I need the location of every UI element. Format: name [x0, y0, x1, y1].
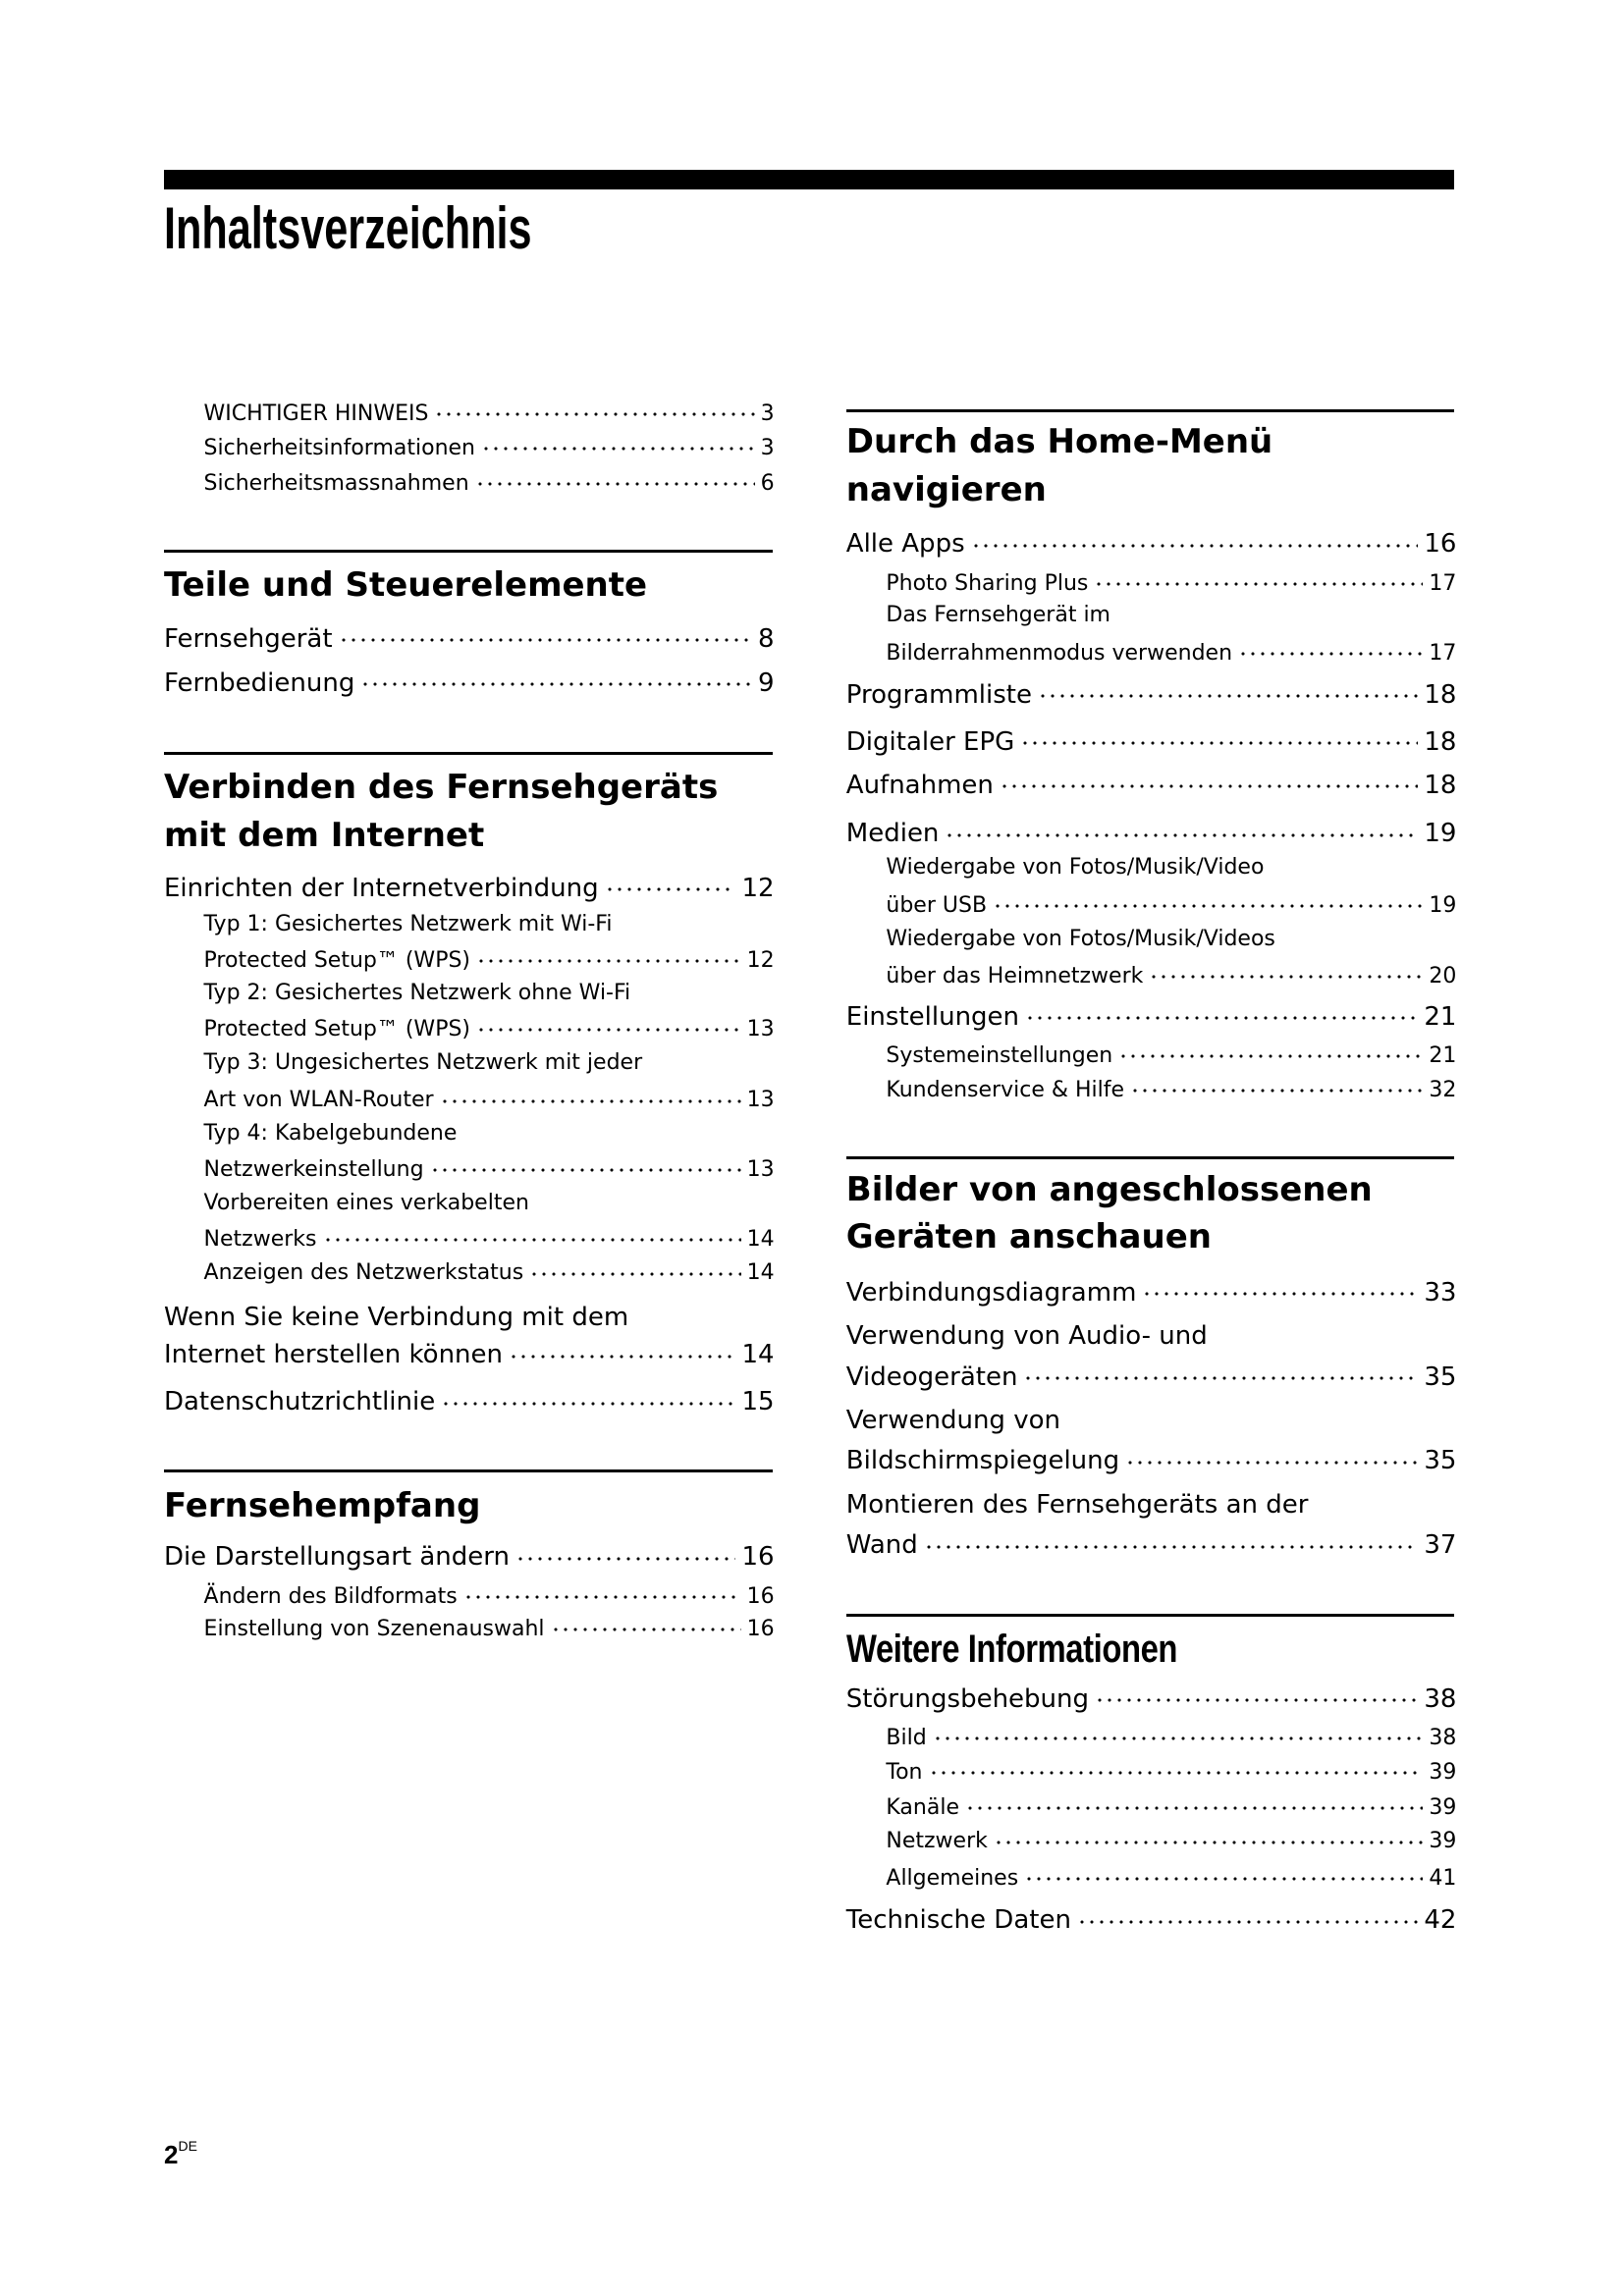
section-divider: [164, 550, 773, 553]
toc-entry[interactable]: [204, 1014, 775, 1043]
entry-label: Ton: [886, 1759, 923, 1785]
toc-entry[interactable]: [846, 1275, 1457, 1308]
toc-entry[interactable]: [164, 871, 775, 904]
dot-leader: [1118, 1041, 1423, 1062]
toc-entry-line: [886, 601, 1110, 630]
section-divider: [164, 752, 773, 755]
entry-label: Internet herstellen können: [163, 1340, 503, 1370]
dot-leader: [434, 399, 754, 420]
toc-entry[interactable]: [886, 1723, 1456, 1752]
entry-page-number: 18: [1424, 679, 1457, 710]
entry-page-number: 21: [1424, 1001, 1457, 1032]
entry-label: Bildschirmspiegelung: [845, 1446, 1120, 1476]
dot-leader: [441, 1384, 735, 1410]
dot-leader: [430, 1154, 741, 1176]
entry-label: Protected Setup™ (WPS): [203, 1017, 471, 1042]
section-divider: [846, 1156, 1455, 1159]
entry-page-number: 20: [1429, 964, 1457, 989]
toc-entry[interactable]: [164, 1337, 775, 1370]
entry-label: Wand: [845, 1530, 918, 1561]
entry-page-number: 42: [1424, 1905, 1457, 1936]
entry-label: Sicherheitsmassnahmen: [203, 470, 469, 496]
toc-entry[interactable]: [886, 1826, 1456, 1855]
toc-entry-line: [886, 925, 1274, 954]
dot-leader: [481, 433, 755, 454]
entry-label: Sicherheitsinformationen: [203, 435, 475, 460]
toc-entry[interactable]: [204, 1154, 775, 1184]
dot-leader: [933, 1723, 1424, 1744]
entry-page-number: 3: [760, 435, 775, 460]
entry-label: Wenn Sie keine Verbindung mit dem: [163, 1302, 629, 1332]
toc-entry[interactable]: [886, 1757, 1456, 1787]
toc-entry[interactable]: [846, 768, 1457, 801]
entry-label: Videogeräten: [845, 1362, 1018, 1392]
entry-label: WICHTIGER HINWEIS: [203, 401, 429, 427]
toc-entry-line: [886, 853, 1264, 882]
entry-page-number: 15: [741, 1387, 775, 1417]
entry-label: Wiedergabe von Fotos/Musik/Videos: [886, 926, 1275, 951]
entry-label: Technische Daten: [845, 1905, 1071, 1936]
entry-label: Alle Apps: [845, 529, 965, 560]
toc-entry[interactable]: [164, 1384, 775, 1417]
toc-entry-line: [846, 1488, 1309, 1522]
entry-label: Einrichten der Internetverbindung: [163, 873, 599, 903]
entry-label: Das Fernsehgerät im: [886, 603, 1110, 628]
toc-entry[interactable]: [846, 816, 1457, 849]
dot-leader: [929, 1757, 1424, 1779]
toc-entry-line: [204, 1048, 643, 1078]
toc-entry[interactable]: [886, 1041, 1456, 1070]
page-number: 2: [164, 2140, 179, 2169]
entry-page-number: 13: [746, 1017, 775, 1042]
entry-label: Medien: [845, 819, 940, 849]
entry-page-number: 39: [1429, 1829, 1457, 1854]
dot-leader: [1130, 1075, 1423, 1096]
dot-leader: [529, 1257, 740, 1279]
toc-entry[interactable]: [204, 945, 775, 975]
entry-page-number: 16: [741, 1542, 775, 1573]
entry-page-number: 17: [1429, 640, 1457, 666]
toc-entry[interactable]: [204, 433, 775, 462]
dot-leader: [475, 468, 755, 490]
entry-page-number: 12: [746, 947, 775, 973]
toc-entry[interactable]: [846, 999, 1457, 1033]
dot-leader: [476, 945, 741, 967]
toc-entry[interactable]: [886, 568, 1456, 598]
entry-label: Vorbereiten eines verkabelten: [203, 1190, 529, 1215]
dot-leader: [515, 1539, 736, 1565]
entry-page-number: 39: [1429, 1794, 1457, 1820]
entry-page-number: 38: [1424, 1683, 1457, 1714]
entry-page-number: 16: [1424, 529, 1457, 560]
toc-entry[interactable]: [846, 677, 1457, 711]
entry-label: Die Darstellungsart ändern: [163, 1542, 510, 1573]
toc-entry-line: [164, 1301, 628, 1334]
language-code: DE: [178, 2138, 197, 2154]
section-heading: Verbinden des Fernsehgeräts: [163, 767, 719, 807]
toc-entry[interactable]: [164, 621, 775, 655]
entry-label: Störungsbehebung: [845, 1683, 1090, 1714]
entry-label: Bild: [886, 1726, 927, 1751]
entry-page-number: 17: [1429, 571, 1457, 597]
entry-label: Verwendung von Audio- und: [845, 1321, 1208, 1352]
entry-label: Fernbedienung: [163, 667, 355, 698]
entry-label: Typ 3: Ungesichertes Netzwerk mit jeder: [203, 1049, 643, 1075]
dot-leader: [945, 816, 1418, 841]
entry-label: Typ 2: Gesichertes Netzwerk ohne Wi-Fi: [203, 981, 631, 1006]
entry-label: Systemeinstellungen: [886, 1043, 1113, 1069]
entry-page-number: 18: [1424, 727, 1457, 757]
entry-page-number: 16: [746, 1616, 775, 1641]
entry-label: Typ 1: Gesichertes Netzwerk mit Wi-Fi: [203, 911, 613, 936]
dot-leader: [1038, 677, 1418, 703]
entry-label: Verwendung von: [845, 1405, 1060, 1435]
section-heading: Weitere Informationen: [845, 1627, 1177, 1671]
toc-entry[interactable]: [204, 1257, 775, 1287]
dot-leader: [1238, 638, 1423, 660]
dot-leader: [463, 1581, 741, 1603]
entry-label: Bilderrahmenmodus verwenden: [886, 640, 1233, 666]
section-divider: [164, 1469, 773, 1472]
entry-label: Kundenservice & Hilfe: [886, 1077, 1125, 1102]
dot-leader: [1094, 568, 1423, 590]
entry-page-number: 6: [760, 470, 775, 496]
toc-entry[interactable]: [204, 1085, 775, 1114]
section-heading: navigieren: [845, 470, 1047, 510]
dot-leader: [1020, 724, 1418, 750]
dot-leader: [360, 666, 752, 691]
page-footer: [164, 2140, 197, 2170]
toc-entry[interactable]: [846, 1360, 1457, 1393]
dot-leader: [1077, 1902, 1418, 1928]
entry-page-number: 32: [1429, 1077, 1457, 1102]
toc-entry[interactable]: [164, 1539, 775, 1573]
entry-label: Netzwerks: [203, 1226, 317, 1252]
dot-leader: [994, 1826, 1424, 1847]
entry-label: Typ 4: Kabelgebundene: [203, 1121, 458, 1147]
entry-page-number: 19: [1424, 819, 1457, 849]
entry-label: über das Heimnetzwerk: [886, 964, 1144, 989]
toc-entry[interactable]: [164, 666, 775, 699]
toc-entry[interactable]: [846, 1443, 1457, 1476]
entry-page-number: 14: [741, 1340, 775, 1370]
entry-page-number: 14: [746, 1260, 775, 1286]
entry-page-number: 39: [1429, 1759, 1457, 1785]
toc-entry-line: [204, 979, 631, 1008]
entry-label: Einstellungen: [845, 1001, 1020, 1032]
section-heading: mit dem Internet: [163, 816, 485, 856]
toc-entry[interactable]: [886, 638, 1456, 667]
dot-leader: [605, 871, 736, 896]
toc-entry[interactable]: [886, 1075, 1456, 1104]
entry-label: Datenschutzrichtlinie: [163, 1387, 436, 1417]
toc-entry-line: [204, 910, 613, 939]
dot-leader: [1095, 1682, 1418, 1707]
entry-label: Ändern des Bildformats: [203, 1583, 458, 1609]
section-heading: Bilder von angeschlossenen: [845, 1170, 1373, 1210]
entry-label: Aufnahmen: [845, 770, 994, 800]
dot-leader: [339, 621, 753, 647]
dot-leader: [924, 1527, 1419, 1553]
entry-label: Programmliste: [845, 679, 1032, 710]
dot-leader: [1025, 999, 1418, 1025]
toc-entry[interactable]: [846, 1682, 1457, 1715]
entry-label: Montieren des Fernsehgeräts an der: [845, 1489, 1309, 1520]
toc-entry-line: [204, 1189, 529, 1218]
toc-entry[interactable]: [204, 1614, 775, 1643]
toc-entry[interactable]: [886, 1863, 1456, 1893]
entry-label: über USB: [886, 892, 988, 918]
toc-entry-line: [846, 1404, 1060, 1437]
toc-entry[interactable]: [886, 890, 1456, 920]
section-divider: [846, 409, 1455, 412]
dot-leader: [440, 1085, 741, 1106]
entry-page-number: 18: [1424, 770, 1457, 800]
toc-entry[interactable]: [846, 1902, 1457, 1936]
toc-entry[interactable]: [204, 1581, 775, 1611]
entry-page-number: 21: [1429, 1043, 1457, 1069]
entry-label: Photo Sharing Plus: [886, 571, 1089, 597]
entry-label: Wiedergabe von Fotos/Musik/Video: [886, 855, 1265, 881]
section-heading: Teile und Steuerelemente: [163, 564, 648, 605]
entry-page-number: 12: [741, 873, 775, 903]
entry-label: Allgemeines: [886, 1866, 1019, 1892]
dot-leader: [1125, 1443, 1418, 1468]
entry-label: Art von WLAN-Router: [203, 1088, 434, 1113]
dot-leader: [1142, 1275, 1418, 1301]
section-heading: Geräten anschauen: [845, 1217, 1212, 1257]
toc-entry[interactable]: [846, 1527, 1457, 1561]
entry-page-number: 3: [760, 401, 775, 427]
entry-label: Protected Setup™ (WPS): [203, 947, 471, 973]
entry-page-number: 38: [1429, 1726, 1457, 1751]
entry-label: Netzwerkeinstellung: [203, 1157, 424, 1183]
dot-leader: [323, 1224, 741, 1246]
toc-entry[interactable]: [204, 468, 775, 498]
dot-leader: [1000, 768, 1418, 793]
entry-label: Anzeigen des Netzwerkstatus: [203, 1260, 524, 1286]
toc-entry-line: [846, 1319, 1208, 1353]
section-heading: Fernsehempfang: [163, 1486, 481, 1526]
title-bar: [164, 170, 1454, 189]
dot-leader: [993, 890, 1423, 912]
toc-entry[interactable]: [204, 1224, 775, 1254]
entry-label: Fernsehgerät: [163, 623, 333, 654]
dot-leader: [1024, 1863, 1423, 1885]
entry-page-number: 9: [758, 667, 775, 698]
entry-page-number: 41: [1429, 1866, 1457, 1892]
entry-page-number: 16: [746, 1583, 775, 1609]
toc-entry[interactable]: [846, 724, 1457, 758]
page-title: Inhaltsverzeichnis: [164, 195, 532, 261]
entry-page-number: 13: [746, 1088, 775, 1113]
toc-entry[interactable]: [204, 399, 775, 428]
entry-label: Einstellung von Szenenauswahl: [203, 1616, 545, 1641]
dot-leader: [1023, 1360, 1418, 1385]
toc-entry[interactable]: [846, 526, 1457, 560]
entry-label: Digitaler EPG: [845, 727, 1015, 757]
toc-entry[interactable]: [886, 1792, 1456, 1822]
entry-label: Netzwerk: [886, 1829, 988, 1854]
dot-leader: [509, 1337, 735, 1362]
dot-leader: [971, 526, 1419, 552]
section-heading: Durch das Home-Menü: [845, 421, 1273, 461]
dot-leader: [476, 1014, 741, 1036]
toc-entry[interactable]: [886, 961, 1456, 990]
entry-page-number: 14: [746, 1226, 775, 1252]
entry-page-number: 8: [758, 623, 775, 654]
dot-leader: [551, 1614, 741, 1635]
entry-page-number: 13: [746, 1157, 775, 1183]
dot-leader: [965, 1792, 1423, 1814]
toc-entry-line: [204, 1119, 458, 1148]
dot-leader: [1149, 961, 1423, 983]
entry-page-number: 19: [1429, 892, 1457, 918]
entry-label: Verbindungsdiagramm: [845, 1278, 1137, 1308]
entry-page-number: 35: [1424, 1362, 1457, 1392]
entry-page-number: 37: [1424, 1530, 1457, 1561]
entry-page-number: 33: [1424, 1278, 1457, 1308]
entry-label: Kanäle: [886, 1794, 959, 1820]
section-divider: [846, 1614, 1455, 1617]
entry-page-number: 35: [1424, 1446, 1457, 1476]
